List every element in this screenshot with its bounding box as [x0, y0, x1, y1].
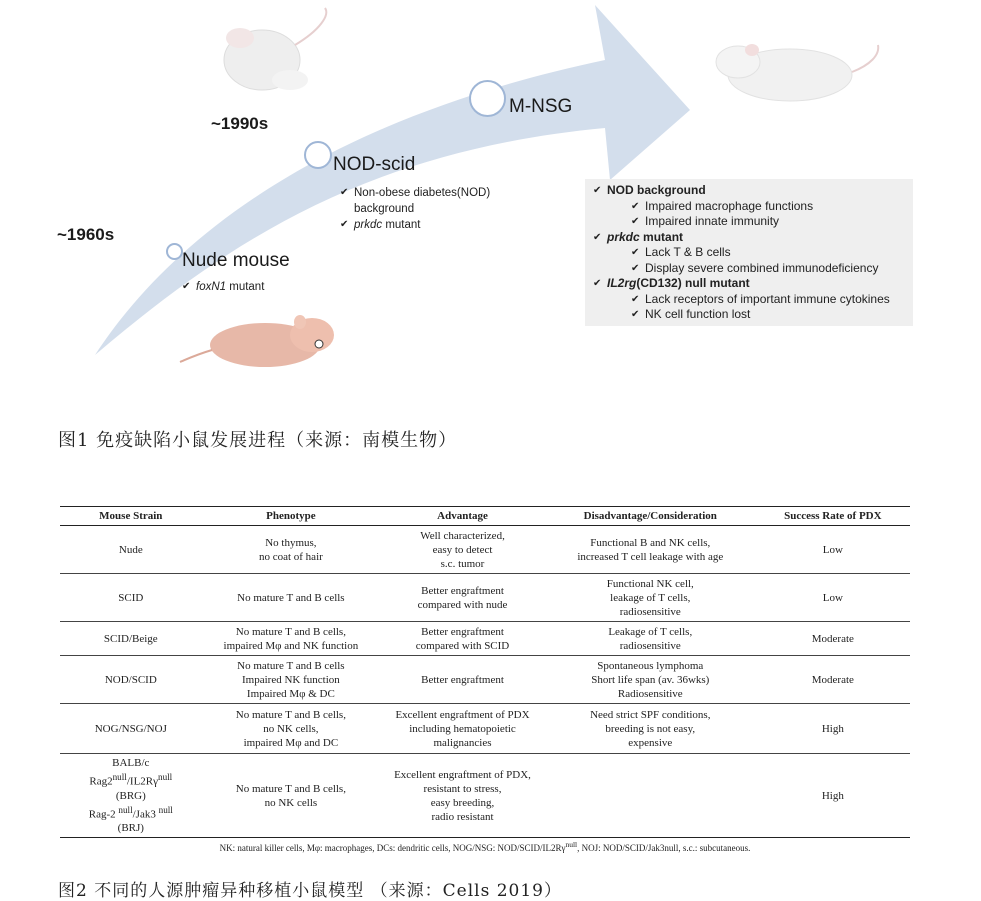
table-cell: Better engraftment compared with nude: [380, 574, 545, 622]
nude-mouse-image: [178, 300, 343, 385]
table-cell: No thymus, no coat of hair: [202, 526, 381, 574]
table-cell: No mature T and B cells Impaired NK function Impaired Mφ & DC: [202, 656, 381, 704]
table-row: [60, 526, 910, 574]
table-cell: SCID: [60, 574, 202, 622]
table-cell: NOG/NSG/NOJ: [60, 704, 202, 754]
table-row: [60, 704, 910, 754]
nude-trait-item: ✔ foxN1 mutant: [182, 279, 264, 295]
nod-scid-trait-item: ✔ Non-obese diabetes(NOD): [340, 185, 490, 201]
column-header: Disadvantage/Consideration: [545, 507, 756, 526]
nude-mouse-traits: [182, 279, 264, 295]
table-cell: SCID/Beige: [60, 622, 202, 656]
table-row: [60, 574, 910, 622]
table-cell: High: [756, 754, 910, 838]
table-cell: Better engraftment: [380, 656, 545, 704]
feature-item: ✔ Impaired innate immunity: [593, 214, 913, 230]
nod-scid-trait-cont: background: [354, 203, 415, 215]
column-header: Success Rate of PDX: [756, 507, 910, 526]
table-cell: No mature T and B cells, no NK cells: [202, 754, 381, 838]
pdx-mouse-model-table: [60, 506, 910, 838]
feature-item: ✔ Lack receptors of important immune cytokines: [593, 292, 913, 308]
nod-scid-title: NOD-scid: [333, 154, 416, 175]
table-header-row: [60, 507, 910, 526]
table-cell: Functional B and NK cells, increased T cell leakage with age: [545, 526, 756, 574]
table-cell: No mature T and B cells, impaired Mφ and NK function: [202, 622, 381, 656]
feature-heading-prkdc: ✔ prkdc mutant: [593, 230, 913, 246]
table-cell: Leakage of T cells, radiosensitive: [545, 622, 756, 656]
m-nsg-marker: [469, 80, 506, 117]
table-cell: Spontaneous lymphoma Short life span (av. 36wks) Radiosensitive: [545, 656, 756, 704]
table-cell: Nude: [60, 526, 202, 574]
figure-1: [0, 0, 981, 400]
table-cell: NOD/SCID: [60, 656, 202, 704]
table-cell: High: [756, 704, 910, 754]
m-nsg-title: M-NSG: [509, 96, 573, 117]
nod-scid-traits: [340, 185, 490, 233]
nude-mouse-marker: [166, 243, 183, 260]
table-cell: Moderate: [756, 656, 910, 704]
table-cell-strain-brg-brj: BALB/c $Rag2^{null}/IL2R\gamma^{null}$ (BRG) Rag-2 $^{null}$/Jak3 $^{null}$ (BRJ): [60, 754, 202, 838]
figure-2-caption: 图2 不同的人源肿瘤异种移植小鼠模型 （来源：Cells 2019）: [58, 881, 562, 901]
figure-1-caption: 图1 免疫缺陷小鼠发展进程（来源：南模生物）: [58, 430, 458, 451]
table-cell: Excellent engraftment of PDX, resistant to stress, easy breeding, radio resistant: [380, 754, 545, 838]
nod-scid-trait-item: ✔ prkdc mutant: [340, 217, 490, 233]
feature-item: ✔ NK cell function lost: [593, 307, 913, 323]
era-1960s-label: ~1960s: [57, 225, 115, 244]
table-cell: Low: [756, 574, 910, 622]
column-header: Advantage: [380, 507, 545, 526]
m-nsg-features-box: [585, 179, 913, 326]
nod-scid-marker: [304, 141, 332, 169]
table-cell: No mature T and B cells: [202, 574, 381, 622]
table-cell: [545, 754, 756, 838]
column-header: Mouse Strain: [60, 507, 202, 526]
column-header: Phenotype: [202, 507, 381, 526]
table-cell: Functional NK cell, leakage of T cells, radiosensitive: [545, 574, 756, 622]
figure-2-table-wrapper: [60, 506, 910, 853]
feature-item: ✔ Lack T & B cells: [593, 245, 913, 261]
feature-item: ✔ Display severe combined immunodeficiency: [593, 261, 913, 277]
table-cell: Moderate: [756, 622, 910, 656]
table-cell: Low: [756, 526, 910, 574]
table-cell: Well characterized, easy to detect s.c. tumor: [380, 526, 545, 574]
table-cell: Better engraftment compared with SCID: [380, 622, 545, 656]
table-cell: Excellent engraftment of PDX including hematopoietic malignancies: [380, 704, 545, 754]
table-cell: Need strict SPF conditions, breeding is not easy, expensive: [545, 704, 756, 754]
feature-heading-il2rg: ✔ IL2rg(CD132) null mutant: [593, 276, 913, 292]
white-mouse-mnsg-image: [716, 44, 878, 101]
table-footnote: NK: natural killer cells, Mφ: macrophages, DCs: dendritic cells, NOG/NSG: NOD/$SCID/IL2R\gamma^{null}$, NOJ: NOD/SCID/Jak3null, s.c.: subcutaneous.: [219, 840, 751, 854]
feature-heading-nod: ✔ NOD background: [593, 183, 913, 199]
white-mouse-1990s-image: [224, 8, 326, 90]
era-1990s-label: ~1990s: [211, 114, 269, 133]
table-cell: No mature T and B cells, no NK cells, impaired Mφ and DC: [202, 704, 381, 754]
feature-item: ✔ Impaired macrophage functions: [593, 199, 913, 215]
table-row: [60, 656, 910, 704]
table-row: [60, 622, 910, 656]
table-row: [60, 754, 910, 838]
nude-mouse-title: Nude mouse: [182, 250, 290, 271]
